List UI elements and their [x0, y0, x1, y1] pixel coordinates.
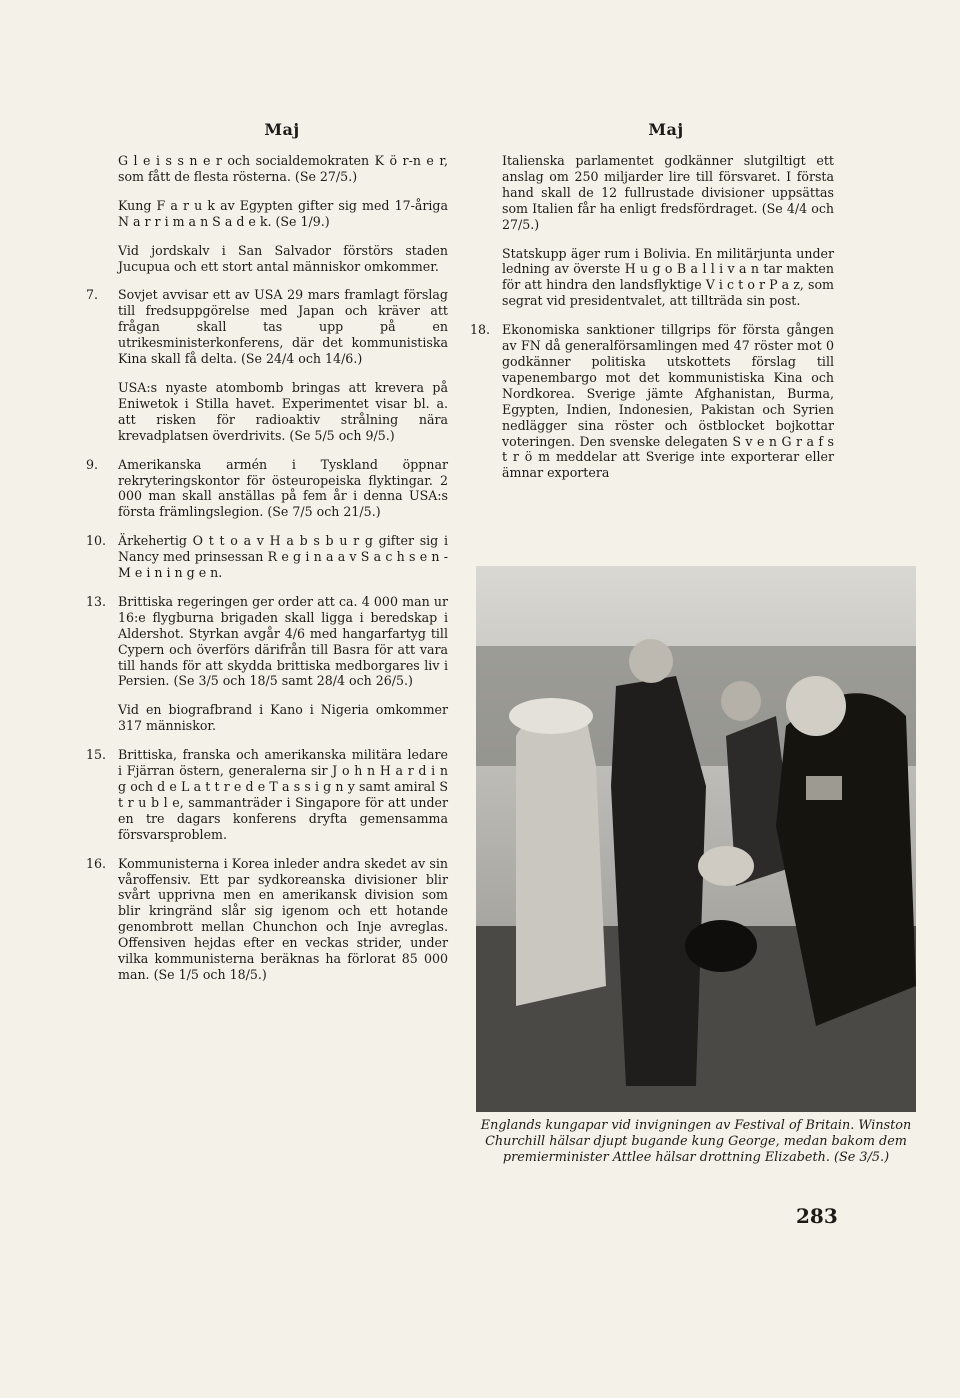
entry-text: Statskupp äger rum i Bolivia. En militärjunta under ledning av överste H u g o B a l l i v a n tar makten för att hindra den landsflyktige V i c t o r P a z, som segrat vid presidentvalet, att tillträda sin post.	[502, 245, 834, 309]
photo-churchill-head	[786, 676, 846, 736]
chronicle-entry	[86, 702, 448, 734]
photo-attlee-head	[721, 681, 761, 721]
photo-queen-hat	[509, 698, 593, 734]
right-column-header: Maj	[648, 120, 684, 139]
chronicle-entry	[86, 457, 448, 521]
left-column-header: Maj	[264, 120, 300, 139]
chronicle-entry	[86, 153, 448, 185]
entry-text: Ekonomiska sanktioner tillgrips för första gången av FN då generalförsamlingen med 47 röster mot 0 godkänner politiska utskottets förslag till vapenembargo mot det kommunistiska Kina och Nordkorea. Sverige jämte Afghanistan, Burma, Egypten, Indien, Indonesien, Pakistan och Syrien nedlägger sina röster och östblocket bojkottar voteringen. Den svenske delegaten S v e n G r a f s t r ö m meddelar att Sverige inte exporterar eller ämnar exportera	[502, 322, 834, 481]
entry-day: 10.	[86, 533, 107, 549]
chronicle-entry	[86, 243, 448, 275]
chronicle-entry	[86, 856, 448, 983]
chronicle-entry	[86, 533, 448, 581]
entry-text: Vid en biografbrand i Kano i Nigeria omkommer 317 människor.	[118, 702, 448, 734]
news-photo	[476, 566, 916, 1112]
chronicle-entry	[470, 246, 834, 310]
page-number: 283	[796, 1204, 838, 1228]
entry-text: Kommunisterna i Korea inleder andra skedet av sin våroffensiv. Ett par sydkoreanska divisioner blir svårt upprivna men en amerikansk division som blir kringränd slår sig igenom och ett hotande genombrott mellan Chunchon och Inje avreglas. Offensiven hejdas efter en veckas strider, under vilka kommunisterna beräknas ha förlorat 85 000 man. (Se 1/5 och 18/5.)	[118, 855, 448, 982]
entry-day: 16.	[86, 855, 107, 871]
entry-text: G l e i s s n e r och socialdemokraten K ö r-n e r, som fått de flesta rösterna. (Se 27/5.)	[118, 153, 448, 184]
chronicle-entry	[470, 322, 834, 481]
entry-day: 18.	[470, 322, 491, 338]
chronicle-entry	[86, 747, 448, 842]
entry-text: Sovjet avvisar ett av USA 29 mars framlagt förslag till fredsuppgörelse med Japan och kräver att frågan skall tas upp på en utrikesministerkonferens, där det kommunistiska Kina skall få delta. (Se 24/4 och 14/6.)	[118, 287, 448, 367]
entry-text: Kung F a r u k av Egypten gifter sig med 17-åriga N a r r i m a n S a d e k. (Se 1/9.)	[118, 197, 448, 229]
entry-text: USA:s nyaste atombomb bringas att krevera på Eniwetok i Stilla havet. Experimentet visar bl. a. att risken för radioaktiv strålning nära krevadplatsen överdrivits. (Se 5/5 och 9/5.)	[118, 379, 448, 443]
photo-caption: Englands kungapar vid invigningen av Festival of Britain. Winston Churchill hälsar djupt bugande kung George, medan bakom dem premierminister Attlee hälsar drottning Elizabeth. (Se 3/5.)	[480, 1118, 912, 1166]
entry-text: Vid jordskalv i San Salvador förstörs staden Jucupua och ett stort antal människor omkommer.	[118, 242, 448, 274]
photo-top-hat	[685, 920, 757, 972]
entry-text: Amerikanska armén i Tyskland öppnar rekryteringskontor för östeuropeiska flyktingar. 2 000 man skall anställas på fem år i denna USA:s första främlingslegion. (Se 7/5 och 21/5.)	[118, 456, 448, 520]
photo-king-figure	[611, 676, 706, 1086]
entry-day: 9.	[86, 456, 99, 472]
chronicle-entry	[86, 380, 448, 444]
entry-text: Brittiska regeringen ger order att ca. 4 000 man ur 16:e flygburna brigaden skall ligga i beredskap i Aldershot. Styrkan avgår 4/6 med hangarfartyg till Cypern och överförs därifrån till Basra för att vara till hands för att skydda brittiska medborgares liv i Persien. (Se 3/5 och 18/5 samt 28/4 och 26/5.)	[118, 593, 448, 689]
entry-text: Brittiska, franska och amerikanska militära ledare i Fjärran östern, generalerna sir J o h n H a r d i n g och d e L a t t r e d e T a s s i g n y samt amiral S t r u b l e, sammanträder i Singapore för att under en tre dagars konferens dryfta gemensamma försvarsproblem.	[118, 747, 448, 842]
chronicle-entry	[86, 287, 448, 367]
entry-text: Ärkehertig O t t o a v H a b s b u r g gifter sig i Nancy med prinsessan R e g i n a a v S a c h s e n - M e i n i n g e n.	[118, 533, 448, 581]
chronicle-entry	[86, 198, 448, 230]
photo-handshake	[698, 846, 754, 886]
photo-illustration	[476, 566, 916, 1112]
left-column	[86, 120, 448, 996]
photo-king-head	[629, 639, 673, 683]
entry-day: 13.	[86, 593, 107, 609]
right-column	[470, 120, 834, 494]
photo-medals	[806, 776, 842, 800]
chronicle-entry	[470, 153, 834, 233]
entry-day: 15.	[86, 747, 107, 763]
photo-queen-figure	[516, 705, 606, 1006]
entry-day: 7.	[86, 287, 99, 303]
entry-text: Italienska parlamentet godkänner slutgiltigt ett anslag om 250 miljarder lire till försvaret. I första hand skall de 12 fullrustade divisioner uppsättas som Italien får ha enligt fredsfördraget. (Se 4/4 och 27/5.)	[502, 153, 834, 232]
chronicle-entry	[86, 594, 448, 689]
